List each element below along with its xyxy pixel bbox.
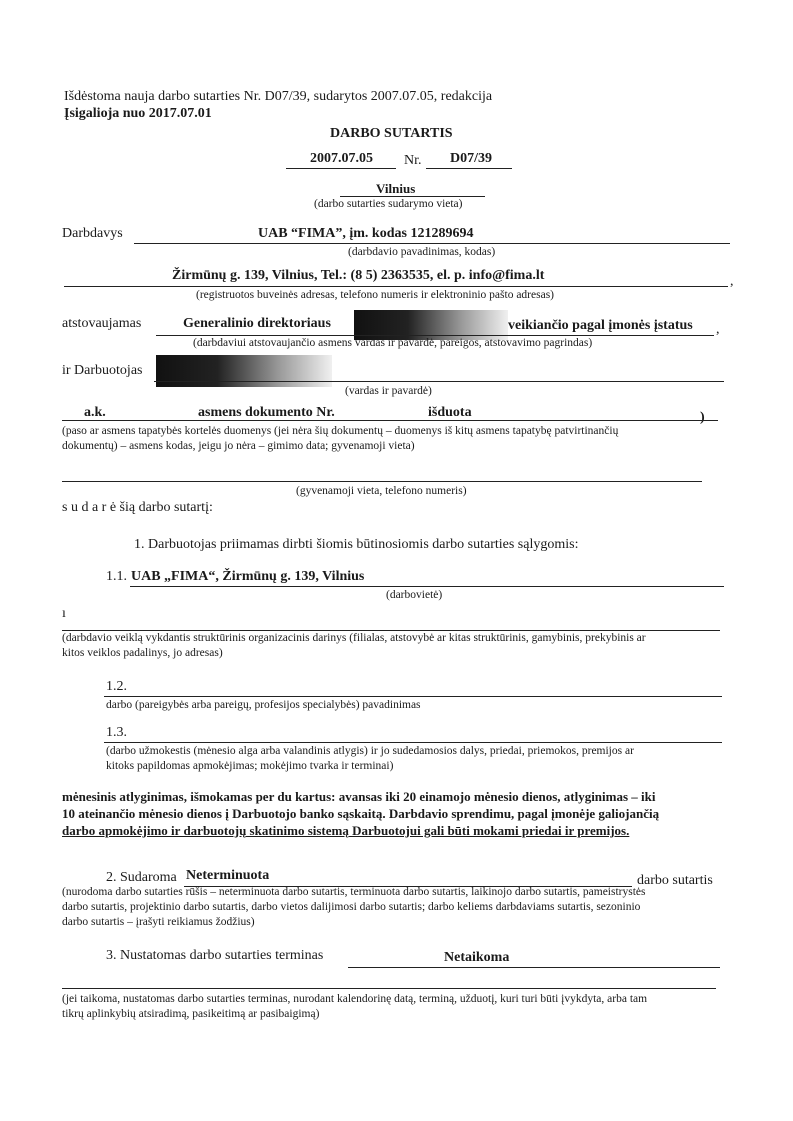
section-1-heading: 1. Darbuotojas priimamas dirbti šiomis būtinosiomis darbo sutarties sąlygomis: (134, 537, 579, 552)
contract-number: D07/39 (450, 151, 492, 166)
section-2-prefix: 2. Sudaroma (106, 870, 177, 885)
residence-caption: (gyvenamoji vieta, telefono numeris) (296, 485, 467, 497)
pay-line-2: 10 ateinančio mėnesio dienos į Darbuotojo banko sąskaitą. Darbdavio sprendimu, pagal įmonėje galiojančią (62, 806, 660, 821)
term-underline (348, 967, 720, 968)
section-2-suffix: darbo sutartis (637, 873, 713, 888)
section-3-caption-1: (jei taikoma, nustatomas darbo sutarties terminas, nurodant kalendorinę datą, terminą, užduotį, kuri turi būti įvykdyta, arba tam (62, 993, 648, 1005)
represented-suffix: veikiančio pagal įmonės įstatus (508, 318, 693, 333)
unit-marker: ı (62, 606, 66, 621)
represented-prefix: Generalinio direktoriaus (183, 316, 331, 331)
address-comma: , (730, 274, 734, 289)
header-line-1: Išdėstoma nauja darbo sutarties Nr. D07/39, sudarytos 2007.07.05, redakcija (64, 89, 493, 104)
section-2-caption-1: (nurodoma darbo sutarties rūšis – neterminuota darbo sutartis, terminuota darbo sutartis, laikinojo darbo sutartis, pameistrystės (62, 886, 646, 898)
concluded-text: s u d a r ė šią darbo sutartį: (62, 500, 213, 515)
id-caption-1: (paso ar asmens tapatybės kortelės duomenys (jei nėra šių dokumentų – duomenys iš kitų asmens tapatybę patvirtinančių (62, 425, 619, 437)
employer-name-caption: (darbdavio pavadinimas, kodas) (348, 246, 496, 258)
section-2-caption-2: darbo sutartis, projektinio darbo sutartis, darbo vietos dalijimosi darbo sutartis; darbo keliems darbdaviams sutartis, sezoninio (62, 901, 641, 913)
section-2-caption-3: darbo sutartis – įrašyti reikiamus žodžius) (62, 916, 255, 928)
contract-place: Vilnius (376, 181, 416, 196)
place-underline (340, 196, 485, 197)
id-issued-label: išduota (428, 405, 472, 420)
represented-underline (156, 335, 714, 336)
item-1-3-number: 1.3. (106, 725, 127, 740)
contract-date: 2007.07.05 (310, 151, 373, 166)
term-second-underline (62, 988, 716, 989)
date-underline (286, 168, 396, 169)
employer-label: Darbdavys (62, 226, 123, 241)
term-value: Netaikoma (444, 950, 510, 965)
item-1-1-number: 1.1. (106, 569, 127, 584)
item-1-2-number: 1.2. (106, 679, 127, 694)
employer-address-underline (64, 286, 728, 287)
represented-caption: (darbdaviui atstovaujančio asmens vardas ir pavardė, pareigos, atstovavimo pagrindas) (193, 337, 593, 349)
number-underline (426, 168, 512, 169)
contract-nr-label: Nr. (404, 153, 422, 168)
section-3-caption-2: tikrų aplinkybių atsiradimą, pasikeitimą ar pasibaigimą) (62, 1008, 320, 1020)
unit-caption-1: (darbdavio veiklą vykdantis struktūrinis organizacinis darinys (filialas, atstovybė ar kitas struktūrinis, gamybinis, prekybinis ar (62, 632, 646, 644)
id-document-label: asmens dokumento Nr. (198, 405, 335, 420)
item-1-2-underline (104, 696, 722, 697)
id-underline (62, 420, 718, 421)
item-1-1-value: UAB „FIMA“, Žirmūnų g. 139, Vilnius (131, 569, 365, 584)
item-1-1-underline (130, 586, 724, 587)
item-1-3-underline (104, 742, 722, 743)
section-3-label: 3. Nustatomas darbo sutarties terminas (106, 948, 324, 963)
item-1-1-caption: (darbovietė) (386, 589, 443, 601)
pay-line-3: darbo apmokėjimo ir darbuotojų skatinimo sistemą Darbuotojui gali būti mokami priedai ir premijos. (62, 823, 630, 838)
employer-address-caption: (registruotos buveinės adresas, telefono numeris ir elektroninio pašto adresas) (196, 289, 554, 301)
residence-underline (62, 481, 702, 482)
document-title: DARBO SUTARTIS (330, 126, 453, 141)
id-ak-label: a.k. (84, 405, 106, 420)
employer-address: Žirmūnų g. 139, Vilnius, Tel.: (8 5) 2363535, el. p. info@fima.lt (172, 268, 545, 283)
place-caption: (darbo sutarties sudarymo vieta) (314, 198, 463, 210)
employer-name-underline (134, 243, 730, 244)
represented-comma: , (716, 322, 720, 337)
item-1-3-caption-2: kitoks papildomas apmokėjimas; mokėjimo tvarka ir terminai) (106, 760, 394, 772)
pay-line-1: mėnesinis atlyginimas, išmokamas per du kartus: avansas iki 20 einamojo mėnesio dienos, atlyginimas – iki (62, 789, 656, 804)
item-1-3-caption-1: (darbo užmokestis (mėnesio alga arba valandinis atlygis) ir jo sudedamosios dalys, priedai, priemokos, premijos ar (106, 745, 634, 757)
unit-underline (62, 630, 720, 631)
item-1-2-caption: darbo (pareigybės arba pareigų, profesijos specialybės) pavadinimas (106, 699, 421, 711)
employer-name: UAB “FIMA”, įm. kodas 121289694 (258, 226, 474, 241)
id-tail: ) (700, 410, 705, 425)
id-caption-2: dokumentų) – asmens kodas, jeigu jo nėra – gimimo data; gyvenamoji vieta) (62, 440, 415, 452)
employee-name-caption: (vardas ir pavardė) (345, 385, 432, 397)
unit-caption-2: kitos veiklos padalinys, jo adresas) (62, 647, 223, 659)
represented-label: atstovaujamas (62, 316, 142, 331)
employee-name-underline (154, 381, 724, 382)
employee-label: ir Darbuotojas (62, 363, 143, 378)
redacted-employee-name (156, 355, 332, 387)
header-line-2: Įsigalioja nuo 2017.07.01 (64, 106, 212, 121)
contract-type-value: Neterminuota (186, 868, 270, 883)
